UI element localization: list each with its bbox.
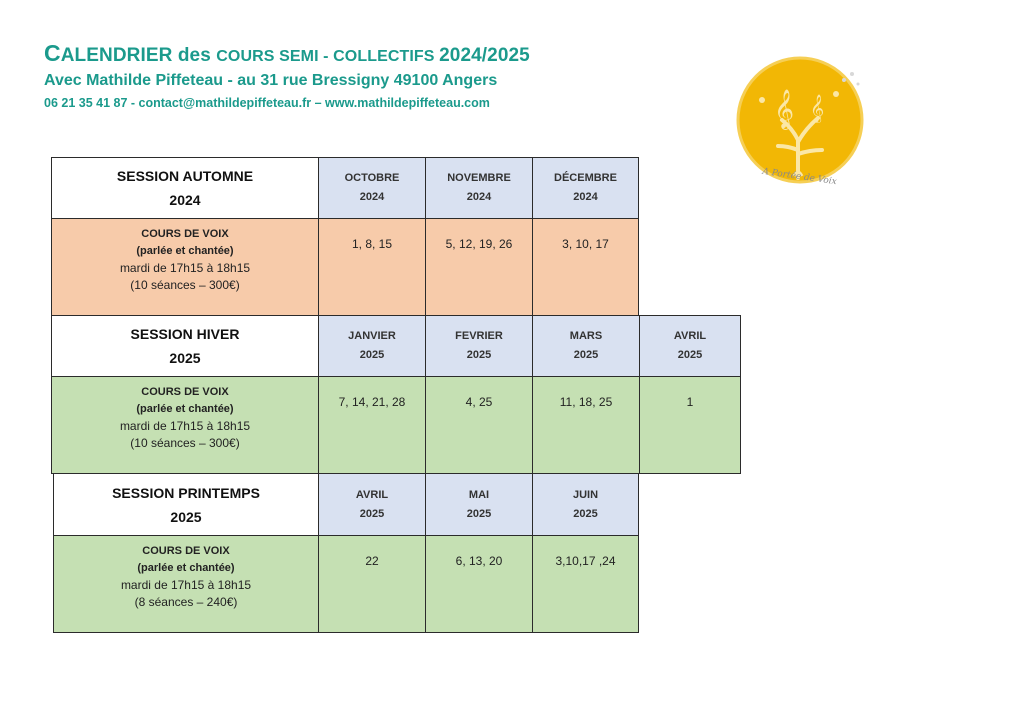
month-header-cell bbox=[425, 157, 533, 219]
month-name: MAI bbox=[468, 488, 490, 501]
logo-caption: A Portée de Voix bbox=[761, 166, 838, 188]
dates-text: 1, 8, 15 bbox=[351, 237, 393, 251]
month-year: 2025 bbox=[573, 507, 598, 520]
course-title: COURS DE VOIX bbox=[141, 228, 229, 240]
dates-cell bbox=[425, 376, 533, 474]
month-year: 2024 bbox=[573, 191, 598, 203]
month-year: 2025 bbox=[677, 349, 703, 361]
contact-line: 06 21 35 41 87 - contact@mathildepiffeteau.fr – www.mathildepiffeteau.com bbox=[44, 96, 490, 110]
subtitle: Avec Mathilde Piffeteau - au 31 rue Bressigny 49100 Angers bbox=[44, 72, 498, 89]
dates-text: 7, 14, 21, 28 bbox=[338, 395, 406, 409]
session-name: SESSION PRINTEMPS bbox=[112, 484, 260, 501]
session-year: 2024 bbox=[169, 192, 201, 208]
month-year: 2025 bbox=[573, 349, 599, 361]
session-name-cell bbox=[51, 315, 319, 377]
course-title: COURS DE VOIX bbox=[141, 386, 229, 398]
course-schedule: mardi de 17h15 à 18h15 bbox=[119, 419, 251, 433]
session-year: 2025 bbox=[170, 508, 202, 525]
month-year: 2024 bbox=[359, 191, 385, 203]
svg-text:𝄞: 𝄞 bbox=[810, 94, 825, 122]
logo-tree-icon bbox=[732, 50, 872, 190]
course-price: (10 séances – 300€) bbox=[130, 278, 240, 292]
month-name: JUIN bbox=[572, 488, 599, 501]
month-year: 2025 bbox=[359, 507, 385, 520]
dates-cell bbox=[532, 376, 640, 474]
course-price: (10 séances – 300€) bbox=[130, 436, 240, 450]
dates-cell bbox=[318, 376, 426, 474]
month-year: 2025 bbox=[466, 507, 492, 520]
course-cell bbox=[53, 535, 319, 633]
dates-cell bbox=[425, 535, 533, 633]
course-subtitle: (parlée et chantée) bbox=[136, 245, 234, 257]
title-part2: COURS SEMI - COLLECTIFS bbox=[216, 48, 440, 65]
dates-text: 4, 25 bbox=[465, 395, 493, 409]
month-header-cell bbox=[532, 157, 639, 219]
session-year: 2025 bbox=[169, 350, 201, 366]
course-cell bbox=[51, 376, 319, 474]
session-name: SESSION HIVER bbox=[130, 326, 240, 342]
month-header-cell bbox=[318, 157, 426, 219]
month-header-cell bbox=[532, 315, 640, 377]
month-name: AVRIL bbox=[355, 488, 389, 501]
course-title: COURS DE VOIX bbox=[142, 545, 230, 557]
dates-cell bbox=[639, 376, 741, 474]
session-name-cell bbox=[53, 474, 319, 536]
month-name: DÉCEMBRE bbox=[554, 172, 617, 184]
dates-text: 3, 10, 17 bbox=[562, 237, 609, 251]
course-subtitle: (parlée et chantée) bbox=[137, 562, 235, 574]
session-name-cell bbox=[51, 157, 319, 219]
dates-text: 1 bbox=[686, 395, 694, 409]
dates-text: 6, 13, 20 bbox=[455, 554, 503, 568]
dates-cell bbox=[318, 535, 426, 633]
month-header-cell bbox=[425, 315, 533, 377]
month-year: 2025 bbox=[466, 349, 492, 361]
month-name: MARS bbox=[569, 330, 603, 342]
dates-text: 22 bbox=[365, 554, 379, 568]
dates-cell bbox=[318, 218, 426, 316]
month-header-cell bbox=[318, 474, 426, 536]
title-part1: ALENDRIER des bbox=[60, 45, 217, 66]
course-subtitle: (parlée et chantée) bbox=[136, 403, 234, 415]
dates-text: 5, 12, 19, 26 bbox=[445, 237, 513, 251]
course-price: (8 séances – 240€) bbox=[134, 595, 238, 609]
month-name: JANVIER bbox=[348, 330, 396, 342]
dates-text: 3,10,17 ,24 bbox=[555, 554, 616, 568]
dates-cell bbox=[532, 535, 639, 633]
month-year: 2024 bbox=[466, 191, 492, 203]
month-header-cell bbox=[318, 315, 426, 377]
dates-cell bbox=[532, 218, 639, 316]
dates-text: 11, 18, 25 bbox=[559, 395, 613, 409]
course-cell bbox=[51, 218, 319, 316]
session-name: SESSION AUTOMNE bbox=[116, 168, 254, 184]
month-name: NOVEMBRE bbox=[447, 172, 511, 184]
title-initial: C bbox=[44, 40, 61, 66]
month-header-cell bbox=[639, 315, 741, 377]
month-header-cell bbox=[425, 474, 533, 536]
page-title bbox=[44, 40, 530, 67]
month-name: AVRIL bbox=[673, 330, 707, 342]
title-part3: 2024/2025 bbox=[439, 45, 530, 66]
month-year: 2025 bbox=[359, 349, 385, 361]
course-schedule: mardi de 17h15 à 18h15 bbox=[119, 261, 251, 275]
dates-cell bbox=[425, 218, 533, 316]
svg-text:𝄞: 𝄞 bbox=[774, 89, 795, 129]
course-schedule: mardi de 17h15 à 18h15 bbox=[120, 578, 252, 592]
month-name: OCTOBRE bbox=[344, 172, 400, 184]
month-header-cell bbox=[532, 474, 639, 536]
month-name: FEVRIER bbox=[455, 330, 503, 342]
